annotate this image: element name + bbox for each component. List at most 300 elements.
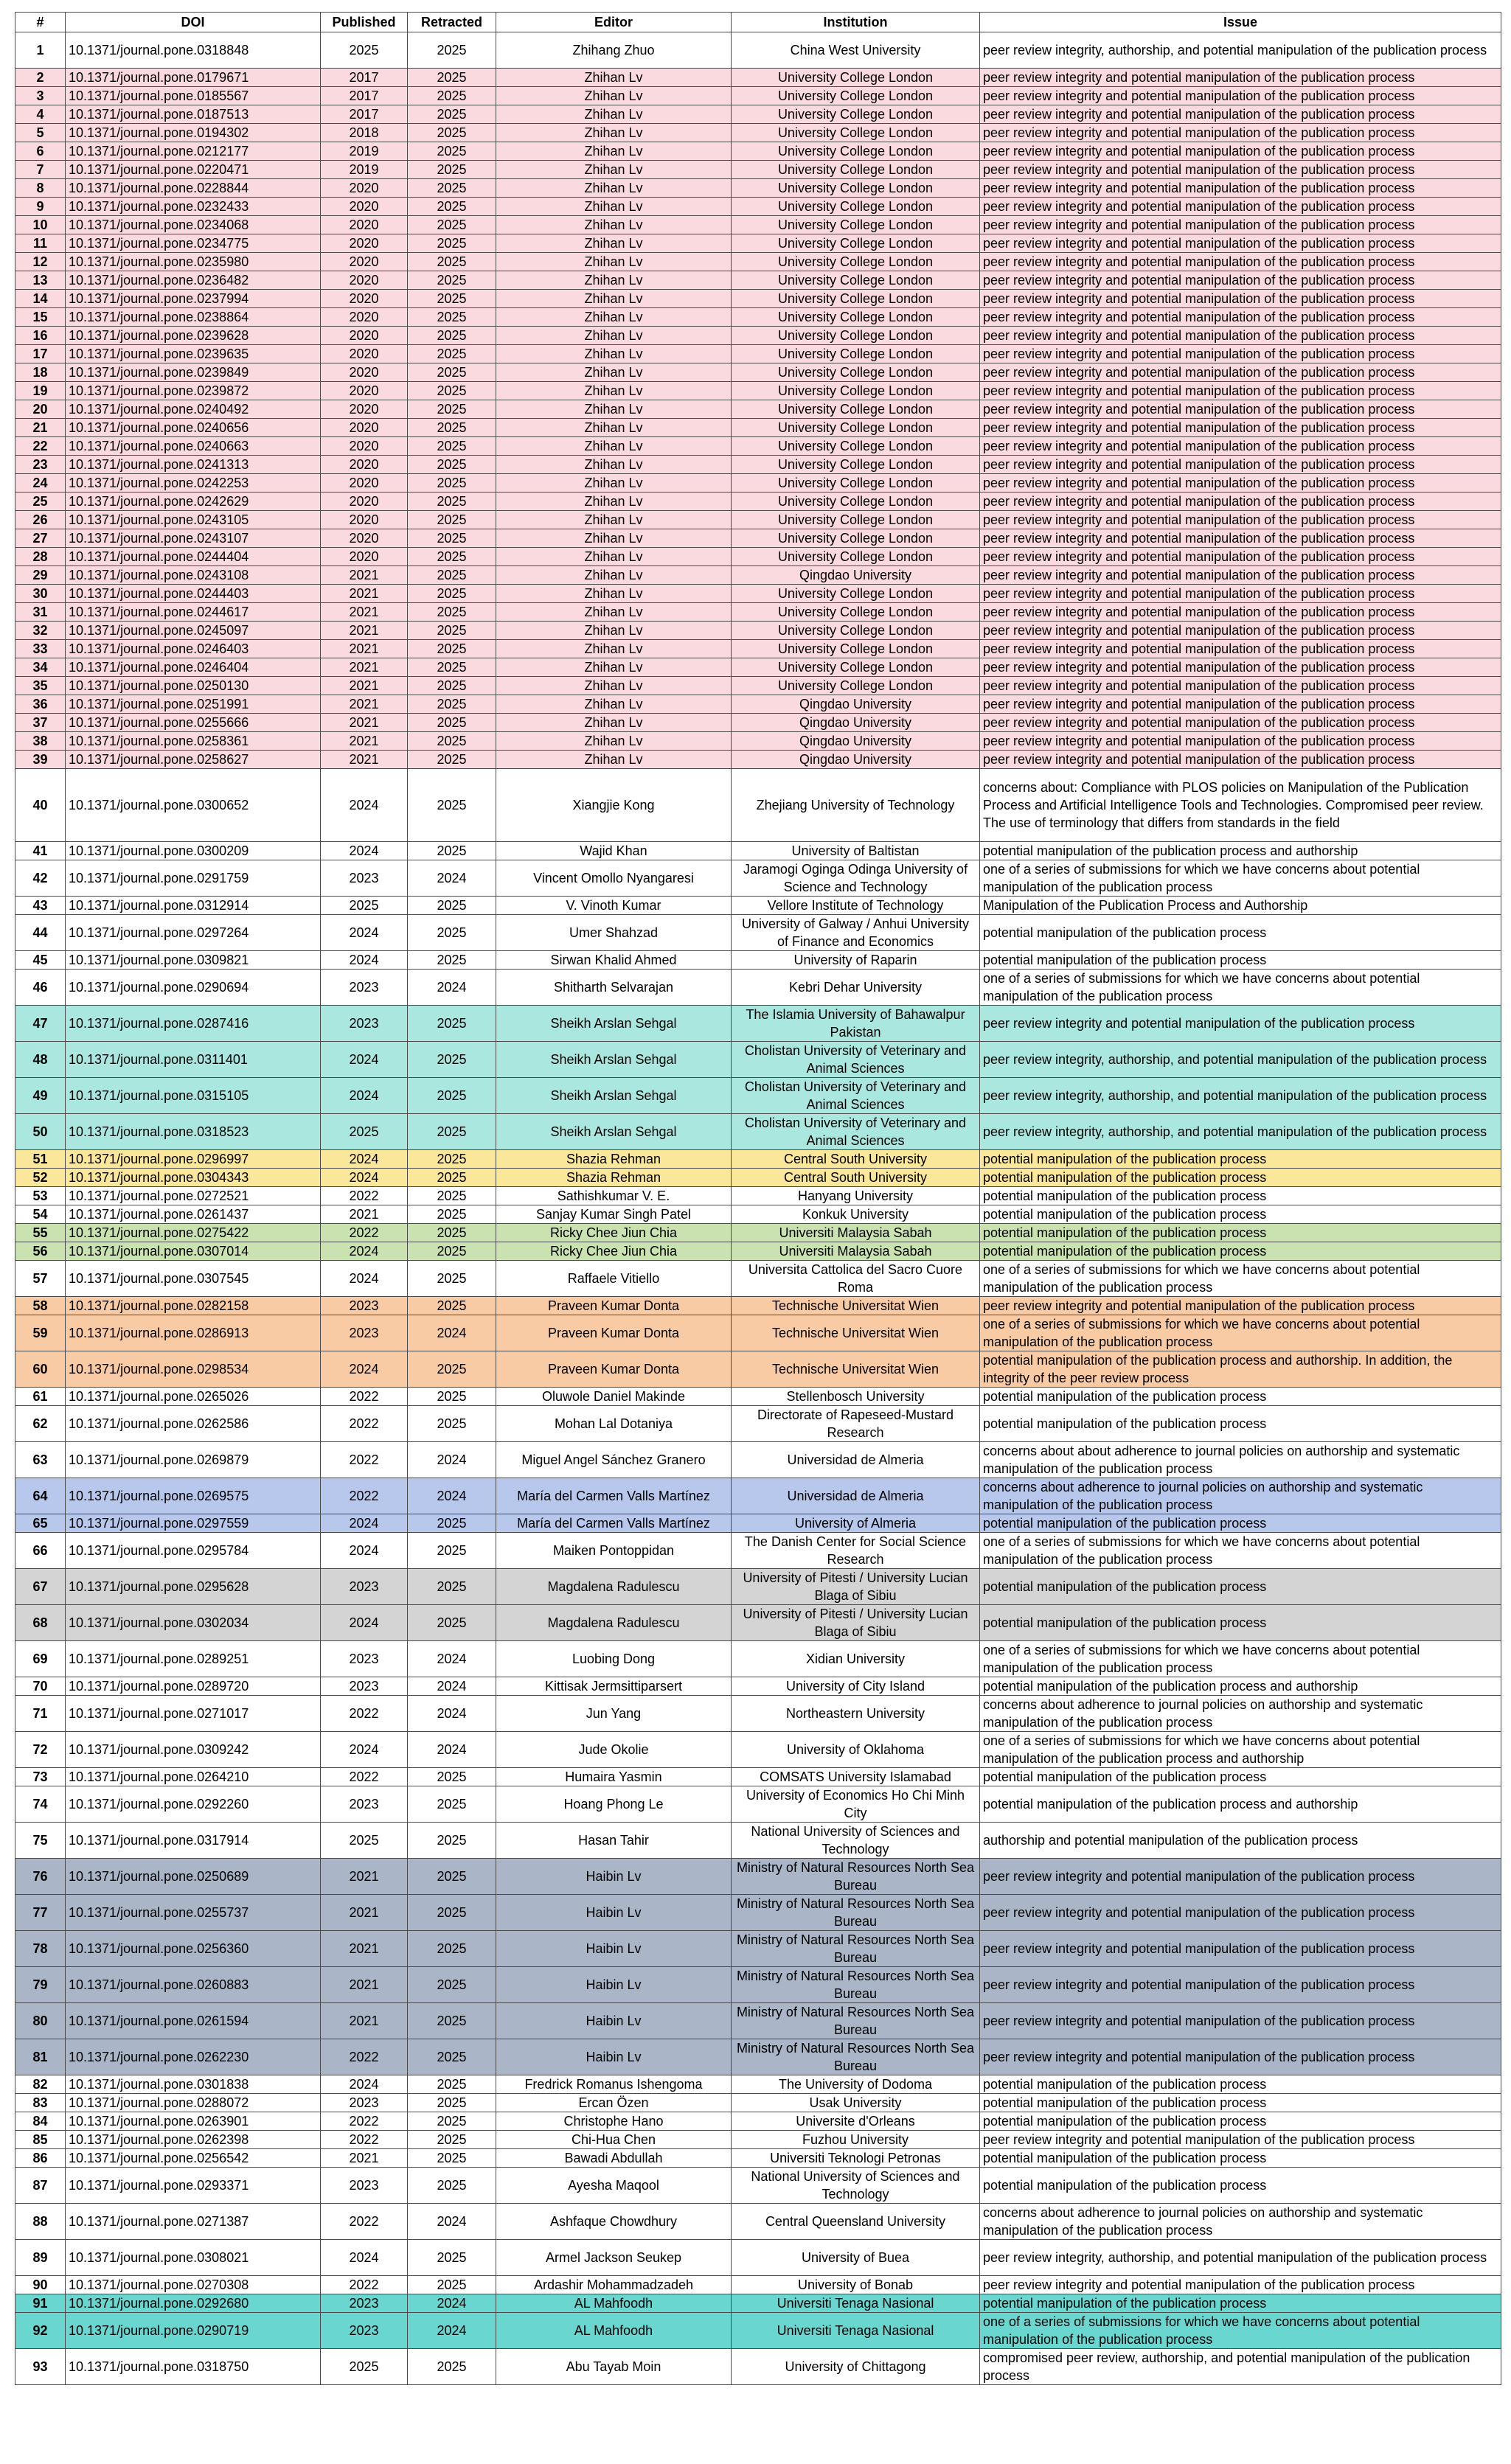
row-number: 75 [15, 1823, 66, 1859]
published-cell: 2017 [321, 69, 408, 87]
issue-cell: peer review integrity and potential manipulation of the publication process [980, 1297, 1501, 1315]
published-cell: 2024 [321, 915, 408, 951]
editor-cell: Zhihan Lv [496, 677, 732, 695]
issue-cell: potential manipulation of the publication process and authorship [980, 1677, 1501, 1696]
table-row [15, 493, 1501, 511]
table-row [15, 32, 1501, 69]
issue-cell: concerns about adherence to journal policies on authorship and systematic manipulation of the publication process [980, 1478, 1501, 1514]
editor-cell: Zhihan Lv [496, 271, 732, 290]
issue-cell: peer review integrity and potential manipulation of the publication process [980, 695, 1501, 714]
editor-cell: Raffaele Vitiello [496, 1261, 732, 1297]
table-row [15, 842, 1501, 860]
issue-cell: concerns about: Compliance with PLOS policies on Manipulation of the Publication Process and Artificial Intelligence Tools and Technologies. Compromised peer review. The use of terminology that differs from standards in the field [980, 769, 1501, 842]
col-header-issue: Issue [980, 13, 1501, 32]
editor-cell: Zhihan Lv [496, 622, 732, 640]
row-number: 64 [15, 1478, 66, 1514]
published-cell: 2024 [321, 1351, 408, 1388]
institution-cell: University College London [732, 493, 980, 511]
editor-cell: AL Mahfoodh [496, 2313, 732, 2349]
row-number: 26 [15, 511, 66, 529]
editor-cell: Abu Tayab Moin [496, 2349, 732, 2385]
row-number: 88 [15, 2204, 66, 2240]
editor-cell: Luobing Dong [496, 1641, 732, 1677]
table-row [15, 1768, 1501, 1786]
row-number: 79 [15, 1967, 66, 2003]
institution-cell: Technische Universitat Wien [732, 1297, 980, 1315]
published-cell: 2020 [321, 419, 408, 437]
issue-cell: concerns about adherence to journal policies on authorship and systematic manipulation of the publication process [980, 1696, 1501, 1732]
institution-cell: University of Economics Ho Chi Minh City [732, 1786, 980, 1823]
issue-cell: peer review integrity and potential manipulation of the publication process [980, 363, 1501, 382]
retracted-cell: 2025 [408, 2168, 496, 2204]
issue-cell: peer review integrity and potential manipulation of the publication process [980, 69, 1501, 87]
published-cell: 2020 [321, 308, 408, 327]
table-row [15, 915, 1501, 951]
table-row [15, 769, 1501, 842]
issue-cell: potential manipulation of the publication process [980, 915, 1501, 951]
editor-cell: Ayesha Maqool [496, 2168, 732, 2204]
retracted-cell: 2025 [408, 1187, 496, 1205]
issue-cell: peer review integrity and potential manipulation of the publication process [980, 566, 1501, 585]
doi-cell: 10.1371/journal.pone.0297264 [66, 915, 321, 951]
table-row [15, 897, 1501, 915]
institution-cell: University College London [732, 419, 980, 437]
published-cell: 2024 [321, 769, 408, 842]
table-header [15, 13, 1501, 32]
issue-cell: peer review integrity and potential manipulation of the publication process [980, 87, 1501, 105]
row-number: 13 [15, 271, 66, 290]
row-number: 87 [15, 2168, 66, 2204]
retracted-cell: 2025 [408, 1150, 496, 1169]
doi-cell: 10.1371/journal.pone.0307545 [66, 1261, 321, 1297]
table-row [15, 1823, 1501, 1859]
issue-cell: peer review integrity and potential manipulation of the publication process [980, 290, 1501, 308]
retracted-cell: 2025 [408, 456, 496, 474]
retracted-cell: 2025 [408, 419, 496, 437]
issue-cell: one of a series of submissions for which we have concerns about potential manipulation of the publication process [980, 1533, 1501, 1569]
editor-cell: Zhihan Lv [496, 585, 732, 603]
issue-cell: peer review integrity and potential manipulation of the publication process [980, 751, 1501, 769]
retracted-cell: 2025 [408, 1205, 496, 1224]
doi-cell: 10.1371/journal.pone.0256542 [66, 2149, 321, 2168]
doi-cell: 10.1371/journal.pone.0271387 [66, 2204, 321, 2240]
row-number: 11 [15, 234, 66, 253]
published-cell: 2020 [321, 271, 408, 290]
retracted-cell: 2025 [408, 2349, 496, 2385]
row-number: 86 [15, 2149, 66, 2168]
institution-cell: Universiti Malaysia Sabah [732, 1224, 980, 1242]
retracted-cell: 2025 [408, 198, 496, 216]
issue-cell: peer review integrity and potential manipulation of the publication process [980, 493, 1501, 511]
table-row [15, 1859, 1501, 1895]
issue-cell: one of a series of submissions for which we have concerns about potential manipulation of the publication process [980, 860, 1501, 897]
doi-cell: 10.1371/journal.pone.0315105 [66, 1078, 321, 1114]
table-row [15, 234, 1501, 253]
retracted-cell: 2025 [408, 400, 496, 419]
table-row [15, 529, 1501, 548]
issue-cell: potential manipulation of the publication process [980, 2112, 1501, 2131]
row-number: 6 [15, 142, 66, 161]
institution-cell: Ministry of Natural Resources North Sea Bureau [732, 1859, 980, 1895]
published-cell: 2023 [321, 2313, 408, 2349]
table-row [15, 1351, 1501, 1388]
institution-cell: University College London [732, 437, 980, 456]
table-row [15, 2075, 1501, 2094]
doi-cell: 10.1371/journal.pone.0264210 [66, 1768, 321, 1786]
row-number: 16 [15, 327, 66, 345]
retracted-cell: 2025 [408, 363, 496, 382]
published-cell: 2022 [321, 1478, 408, 1514]
institution-cell: University College London [732, 345, 980, 363]
doi-cell: 10.1371/journal.pone.0289720 [66, 1677, 321, 1696]
table-row [15, 400, 1501, 419]
col-header-number: # [15, 13, 66, 32]
institution-cell: Zhejiang University of Technology [732, 769, 980, 842]
retracted-cell: 2025 [408, 474, 496, 493]
issue-cell: peer review integrity and potential manipulation of the publication process [980, 529, 1501, 548]
row-number: 60 [15, 1351, 66, 1388]
retracted-cell: 2025 [408, 290, 496, 308]
issue-cell: peer review integrity and potential manipulation of the publication process [980, 308, 1501, 327]
published-cell: 2024 [321, 951, 408, 970]
institution-cell: University College London [732, 640, 980, 658]
issue-cell: peer review integrity and potential manipulation of the publication process [980, 548, 1501, 566]
institution-cell: The University of Dodoma [732, 2075, 980, 2094]
table-row [15, 474, 1501, 493]
row-number: 78 [15, 1931, 66, 1967]
retracted-cell: 2025 [408, 253, 496, 271]
doi-cell: 10.1371/journal.pone.0282158 [66, 1297, 321, 1315]
institution-cell: Cholistan University of Veterinary and Animal Sciences [732, 1114, 980, 1150]
institution-cell: University College London [732, 290, 980, 308]
published-cell: 2020 [321, 400, 408, 419]
doi-cell: 10.1371/journal.pone.0179671 [66, 69, 321, 87]
editor-cell: Haibin Lv [496, 1967, 732, 2003]
doi-cell: 10.1371/journal.pone.0269879 [66, 1442, 321, 1478]
col-header-editor: Editor [496, 13, 732, 32]
retracted-cell: 2025 [408, 566, 496, 585]
doi-cell: 10.1371/journal.pone.0239872 [66, 382, 321, 400]
editor-cell: Zhihan Lv [496, 327, 732, 345]
doi-cell: 10.1371/journal.pone.0255737 [66, 1895, 321, 1931]
doi-cell: 10.1371/journal.pone.0235980 [66, 253, 321, 271]
issue-cell: peer review integrity and potential manipulation of the publication process [980, 714, 1501, 732]
row-number: 59 [15, 1315, 66, 1351]
editor-cell: Xiangjie Kong [496, 769, 732, 842]
editor-cell: Sathishkumar V. E. [496, 1187, 732, 1205]
doi-cell: 10.1371/journal.pone.0245097 [66, 622, 321, 640]
col-header-retracted: Retracted [408, 13, 496, 32]
institution-cell: National University of Sciences and Technology [732, 2168, 980, 2204]
issue-cell: potential manipulation of the publication process [980, 2094, 1501, 2112]
row-number: 84 [15, 2112, 66, 2131]
doi-cell: 10.1371/journal.pone.0292680 [66, 2294, 321, 2313]
issue-cell: potential manipulation of the publication process [980, 2168, 1501, 2204]
published-cell: 2020 [321, 234, 408, 253]
published-cell: 2021 [321, 677, 408, 695]
row-number: 53 [15, 1187, 66, 1205]
institution-cell: Universiti Teknologi Petronas [732, 2149, 980, 2168]
published-cell: 2017 [321, 87, 408, 105]
retracted-cell: 2025 [408, 585, 496, 603]
retracted-cell: 2025 [408, 345, 496, 363]
table-row [15, 603, 1501, 622]
institution-cell: University College London [732, 658, 980, 677]
row-number: 89 [15, 2240, 66, 2276]
doi-cell: 10.1371/journal.pone.0251991 [66, 695, 321, 714]
retracted-cell: 2025 [408, 915, 496, 951]
retracted-cell: 2024 [408, 2204, 496, 2240]
row-number: 48 [15, 1042, 66, 1078]
doi-cell: 10.1371/journal.pone.0246404 [66, 658, 321, 677]
row-number: 57 [15, 1261, 66, 1297]
doi-cell: 10.1371/journal.pone.0244404 [66, 548, 321, 566]
retracted-cell: 2025 [408, 1042, 496, 1078]
institution-cell: University College London [732, 456, 980, 474]
retracted-cell: 2024 [408, 2294, 496, 2313]
row-number: 5 [15, 124, 66, 142]
institution-cell: Qingdao University [732, 566, 980, 585]
row-number: 51 [15, 1150, 66, 1169]
editor-cell: Zhihan Lv [496, 179, 732, 198]
table-row [15, 1150, 1501, 1169]
published-cell: 2023 [321, 1677, 408, 1696]
editor-cell: Zhihan Lv [496, 290, 732, 308]
doi-cell: 10.1371/journal.pone.0243108 [66, 566, 321, 585]
institution-cell: University College London [732, 327, 980, 345]
editor-cell: Zhihan Lv [496, 124, 732, 142]
doi-cell: 10.1371/journal.pone.0228844 [66, 179, 321, 198]
issue-cell: peer review integrity, authorship, and potential manipulation of the publication process [980, 32, 1501, 69]
institution-cell: University College London [732, 253, 980, 271]
editor-cell: Zhihan Lv [496, 511, 732, 529]
editor-cell: Zhihan Lv [496, 714, 732, 732]
row-number: 22 [15, 437, 66, 456]
published-cell: 2021 [321, 714, 408, 732]
issue-cell: peer review integrity and potential manipulation of the publication process [980, 2003, 1501, 2039]
editor-cell: Magdalena Radulescu [496, 1569, 732, 1605]
table-row [15, 419, 1501, 437]
issue-cell: potential manipulation of the publication process [980, 951, 1501, 970]
doi-cell: 10.1371/journal.pone.0290694 [66, 970, 321, 1006]
retracted-cell: 2025 [408, 677, 496, 695]
table-row [15, 1514, 1501, 1533]
table-row [15, 456, 1501, 474]
retracted-cell: 2025 [408, 2039, 496, 2075]
table-row [15, 714, 1501, 732]
doi-cell: 10.1371/journal.pone.0286913 [66, 1315, 321, 1351]
editor-cell: Zhihan Lv [496, 640, 732, 658]
table-row [15, 640, 1501, 658]
doi-cell: 10.1371/journal.pone.0311401 [66, 1042, 321, 1078]
doi-cell: 10.1371/journal.pone.0244403 [66, 585, 321, 603]
table-row [15, 585, 1501, 603]
editor-cell: Zhihan Lv [496, 474, 732, 493]
table-body [15, 32, 1501, 2385]
editor-cell: Mohan Lal Dotaniya [496, 1406, 732, 1442]
doi-cell: 10.1371/journal.pone.0312914 [66, 897, 321, 915]
doi-cell: 10.1371/journal.pone.0238864 [66, 308, 321, 327]
col-header-institution: Institution [732, 13, 980, 32]
retracted-cell: 2025 [408, 1823, 496, 1859]
editor-cell: Christophe Hano [496, 2112, 732, 2131]
editor-cell: Sheikh Arslan Sehgal [496, 1114, 732, 1150]
issue-cell: potential manipulation of the publication process [980, 1242, 1501, 1261]
published-cell: 2022 [321, 2276, 408, 2294]
institution-cell: University College London [732, 382, 980, 400]
institution-cell: Universidad de Almeria [732, 1478, 980, 1514]
editor-cell: Jude Okolie [496, 1732, 732, 1768]
row-number: 50 [15, 1114, 66, 1150]
doi-cell: 10.1371/journal.pone.0290719 [66, 2313, 321, 2349]
retracted-cell: 2025 [408, 511, 496, 529]
issue-cell: potential manipulation of the publication process [980, 2149, 1501, 2168]
institution-cell: Universita Cattolica del Sacro Cuore Roma [732, 1261, 980, 1297]
row-number: 77 [15, 1895, 66, 1931]
published-cell: 2025 [321, 2349, 408, 2385]
retracted-cell: 2025 [408, 32, 496, 69]
editor-cell: Zhihan Lv [496, 216, 732, 234]
row-number: 25 [15, 493, 66, 511]
issue-cell: compromised peer review, authorship, and potential manipulation of the publication process [980, 2349, 1501, 2385]
published-cell: 2020 [321, 327, 408, 345]
row-number: 43 [15, 897, 66, 915]
published-cell: 2023 [321, 860, 408, 897]
doi-cell: 10.1371/journal.pone.0256360 [66, 1931, 321, 1967]
institution-cell: Xidian University [732, 1641, 980, 1677]
retracted-cell: 2025 [408, 640, 496, 658]
table-row [15, 124, 1501, 142]
row-number: 52 [15, 1169, 66, 1187]
retracted-cell: 2025 [408, 1351, 496, 1388]
issue-cell: peer review integrity, authorship, and potential manipulation of the publication process [980, 1042, 1501, 1078]
published-cell: 2022 [321, 1406, 408, 1442]
published-cell: 2024 [321, 2075, 408, 2094]
row-number: 62 [15, 1406, 66, 1442]
row-number: 45 [15, 951, 66, 970]
issue-cell: peer review integrity and potential manipulation of the publication process [980, 2276, 1501, 2294]
issue-cell: one of a series of submissions for which we have concerns about potential manipulation of the publication process [980, 2313, 1501, 2349]
editor-cell: María del Carmen Valls Martínez [496, 1478, 732, 1514]
row-number: 40 [15, 769, 66, 842]
published-cell: 2025 [321, 1823, 408, 1859]
doi-cell: 10.1371/journal.pone.0258627 [66, 751, 321, 769]
institution-cell: Cholistan University of Veterinary and Animal Sciences [732, 1078, 980, 1114]
issue-cell: potential manipulation of the publication process [980, 1224, 1501, 1242]
institution-cell: Universiti Malaysia Sabah [732, 1242, 980, 1261]
issue-cell: peer review integrity and potential manipulation of the publication process [980, 161, 1501, 179]
table-row [15, 308, 1501, 327]
row-number: 17 [15, 345, 66, 363]
institution-cell: Qingdao University [732, 732, 980, 751]
row-number: 14 [15, 290, 66, 308]
retracted-cell: 2025 [408, 2003, 496, 2039]
issue-cell: peer review integrity and potential manipulation of the publication process [980, 345, 1501, 363]
table-row [15, 2276, 1501, 2294]
retracted-cell: 2025 [408, 658, 496, 677]
doi-cell: 10.1371/journal.pone.0307014 [66, 1242, 321, 1261]
issue-cell: potential manipulation of the publication process [980, 1150, 1501, 1169]
retracted-cell: 2024 [408, 1478, 496, 1514]
institution-cell: University College London [732, 677, 980, 695]
table-row [15, 1442, 1501, 1478]
editor-cell: Zhihan Lv [496, 198, 732, 216]
published-cell: 2024 [321, 1605, 408, 1641]
row-number: 66 [15, 1533, 66, 1569]
row-number: 81 [15, 2039, 66, 2075]
table-row [15, 290, 1501, 308]
issue-cell: peer review integrity and potential manipulation of the publication process [980, 253, 1501, 271]
row-number: 91 [15, 2294, 66, 2313]
doi-cell: 10.1371/journal.pone.0297559 [66, 1514, 321, 1533]
table-row [15, 1478, 1501, 1514]
retracted-cell: 2025 [408, 1261, 496, 1297]
table-row [15, 2094, 1501, 2112]
retracted-cell: 2024 [408, 1315, 496, 1351]
institution-cell: University College London [732, 179, 980, 198]
editor-cell: Zhihan Lv [496, 345, 732, 363]
retracted-cell: 2025 [408, 751, 496, 769]
table-row [15, 87, 1501, 105]
issue-cell: peer review integrity and potential manipulation of the publication process [980, 1006, 1501, 1042]
row-number: 30 [15, 585, 66, 603]
retracted-cell: 2025 [408, 1114, 496, 1150]
retracted-cell: 2025 [408, 1006, 496, 1042]
editor-cell: Sanjay Kumar Singh Patel [496, 1205, 732, 1224]
issue-cell: peer review integrity and potential manipulation of the publication process [980, 198, 1501, 216]
editor-cell: Zhihan Lv [496, 105, 732, 124]
retracted-cell: 2025 [408, 124, 496, 142]
published-cell: 2021 [321, 1205, 408, 1224]
institution-cell: University of City Island [732, 1677, 980, 1696]
published-cell: 2024 [321, 1078, 408, 1114]
doi-cell: 10.1371/journal.pone.0237994 [66, 290, 321, 308]
published-cell: 2025 [321, 32, 408, 69]
table-row [15, 2149, 1501, 2168]
issue-cell: peer review integrity and potential manipulation of the publication process [980, 142, 1501, 161]
institution-cell: University College London [732, 69, 980, 87]
table-row [15, 622, 1501, 640]
retracted-cell: 2025 [408, 1605, 496, 1641]
row-number: 44 [15, 915, 66, 951]
row-number: 24 [15, 474, 66, 493]
table-row [15, 179, 1501, 198]
institution-cell: Ministry of Natural Resources North Sea Bureau [732, 1895, 980, 1931]
issue-cell: peer review integrity and potential manipulation of the publication process [980, 677, 1501, 695]
doi-cell: 10.1371/journal.pone.0308021 [66, 2240, 321, 2276]
institution-cell: University of Oklahoma [732, 1732, 980, 1768]
row-number: 38 [15, 732, 66, 751]
table-row [15, 69, 1501, 87]
doi-cell: 10.1371/journal.pone.0246403 [66, 640, 321, 658]
editor-cell: Ashfaque Chowdhury [496, 2204, 732, 2240]
doi-cell: 10.1371/journal.pone.0318750 [66, 2349, 321, 2385]
row-number: 73 [15, 1768, 66, 1786]
published-cell: 2021 [321, 695, 408, 714]
institution-cell: University College London [732, 161, 980, 179]
doi-cell: 10.1371/journal.pone.0265026 [66, 1388, 321, 1406]
editor-cell: Zhihan Lv [496, 308, 732, 327]
institution-cell: University College London [732, 548, 980, 566]
published-cell: 2019 [321, 161, 408, 179]
row-number: 54 [15, 1205, 66, 1224]
published-cell: 2025 [321, 897, 408, 915]
institution-cell: University College London [732, 216, 980, 234]
retracted-cell: 2025 [408, 1533, 496, 1569]
institution-cell: University of Pitesti / University Lucian Blaga of Sibiu [732, 1569, 980, 1605]
institution-cell: University of Bonab [732, 2276, 980, 2294]
issue-cell: potential manipulation of the publication process [980, 2294, 1501, 2313]
